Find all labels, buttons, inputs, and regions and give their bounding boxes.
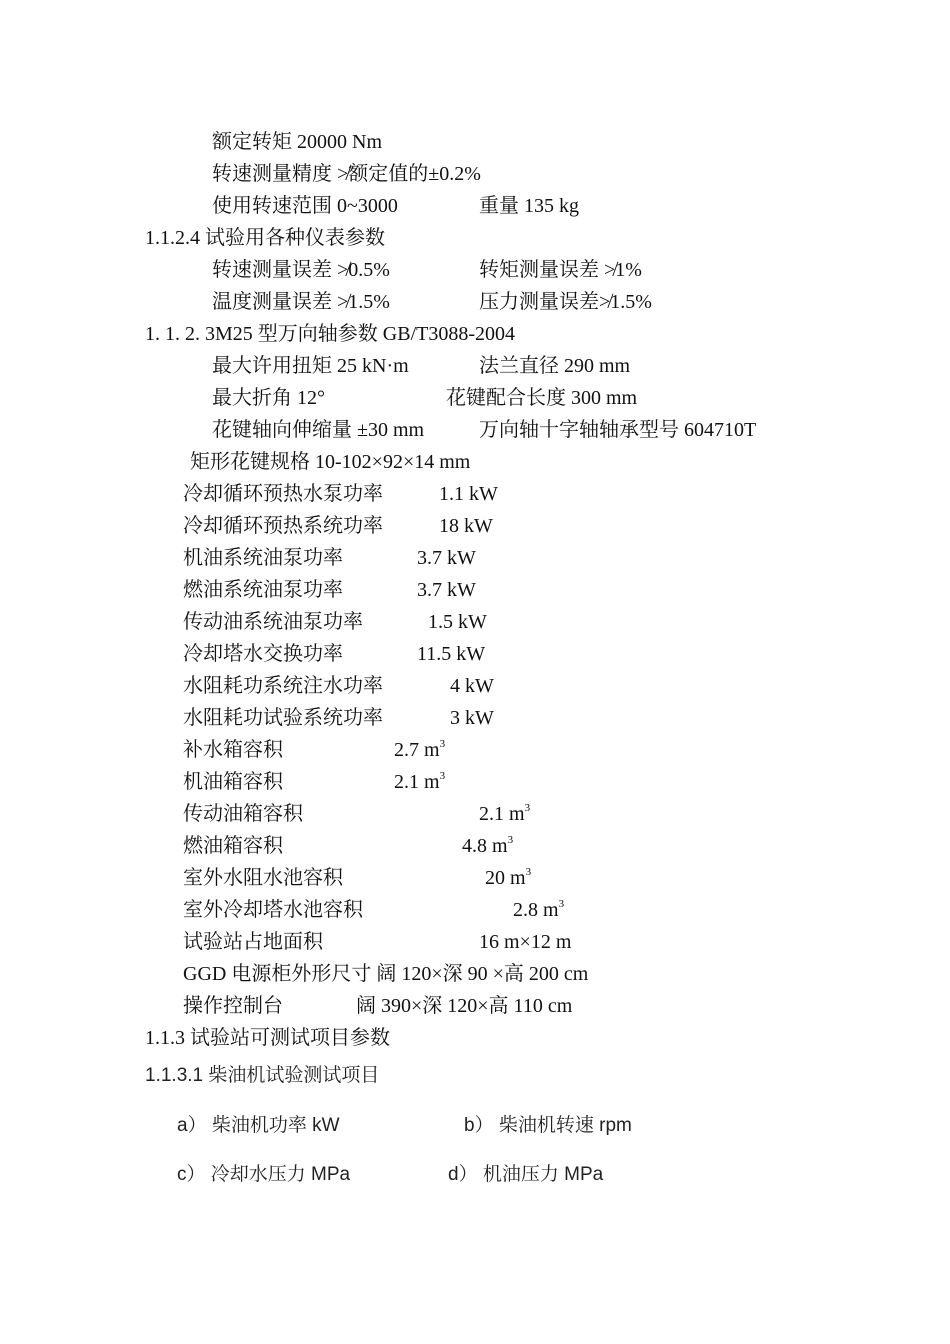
text-line: 花键轴向伸缩量 ±30 mm 万向轴十字轴轴承型号 604710T — [212, 419, 757, 441]
text-line: 额定转矩 20000 Nm — [212, 131, 382, 153]
spec-row: 水阻耗功系统注水功率 4 kW — [183, 675, 494, 697]
spec-row: 机油箱容积 2.1 $m^3$ — [183, 770, 446, 793]
spec-row: 燃油系统油泵功率 3.7 kW — [183, 579, 476, 601]
text-line: 最大许用扭矩 25 kN·m 法兰直径 290 mm — [212, 355, 631, 377]
spec-row: 水阻耗功试验系统功率 3 kW — [183, 707, 494, 729]
spec-row: 室外水阻水池容积 20 $m^3$ — [183, 866, 532, 889]
spec-row: 冷却循环预热水泵功率 1.1 kW — [183, 483, 498, 505]
spec-row: 机油系统油泵功率 3.7 kW — [183, 547, 476, 569]
text-line: 转速测量精度 ≯额定值的±0.2% — [212, 163, 481, 185]
spec-row: 补水箱容积 2.7 $m^3$ — [183, 738, 446, 761]
spec-row: 室外冷却塔水池容积 2.8 $m^3$ — [183, 898, 565, 921]
test-item-row: c） 冷却水压力 MPa d） 机油压力 MPa — [177, 1164, 604, 1185]
text-line: 矩形花键规格 10-102×92×14 mm — [190, 451, 471, 473]
text-line: 转速测量误差 ≯0.5% 转矩测量误差 ≯1% — [212, 259, 642, 281]
spec-row: 操作控制台 阔 390×深 120×高 110 cm — [183, 995, 573, 1017]
spec-row: 传动油系统油泵功率 1.5 kW — [183, 611, 487, 633]
spec-row: 试验站占地面积 16 m×12 m — [183, 931, 572, 953]
text-line: 最大折角 12° 花键配合长度 300 mm — [212, 387, 638, 409]
spec-row: 冷却塔水交换功率 11.5 kW — [183, 643, 486, 665]
text-line: 温度测量误差 ≯1.5% 压力测量误差≯1.5% — [212, 291, 652, 313]
text-line: 使用转速范围 0~3000 重量 135 kg — [212, 195, 579, 217]
section-heading: 1. 1. 2. 3M25 型万向轴参数 GB/T3088-2004 — [145, 323, 515, 345]
section-heading: 1.1.3 试验站可测试项目参数 — [145, 1027, 390, 1049]
subsection-heading: 1.1.3.1 柴油机试验测试项目 — [145, 1065, 380, 1086]
spec-row: 传动油箱容积 2.1 $m^3$ — [183, 802, 531, 825]
spec-row: 燃油箱容积 4.8 $m^3$ — [183, 834, 514, 857]
spec-row: 冷却循环预热系统功率 18 kW — [183, 515, 493, 537]
spec-row: GGD 电源柜外形尺寸 阔 120×深 90 ×高 200 cm — [183, 963, 589, 985]
test-item-row: a） 柴油机功率 kW b） 柴油机转速 rpm — [177, 1115, 632, 1136]
section-heading: 1.1.2.4 试验用各种仪表参数 — [145, 227, 385, 249]
